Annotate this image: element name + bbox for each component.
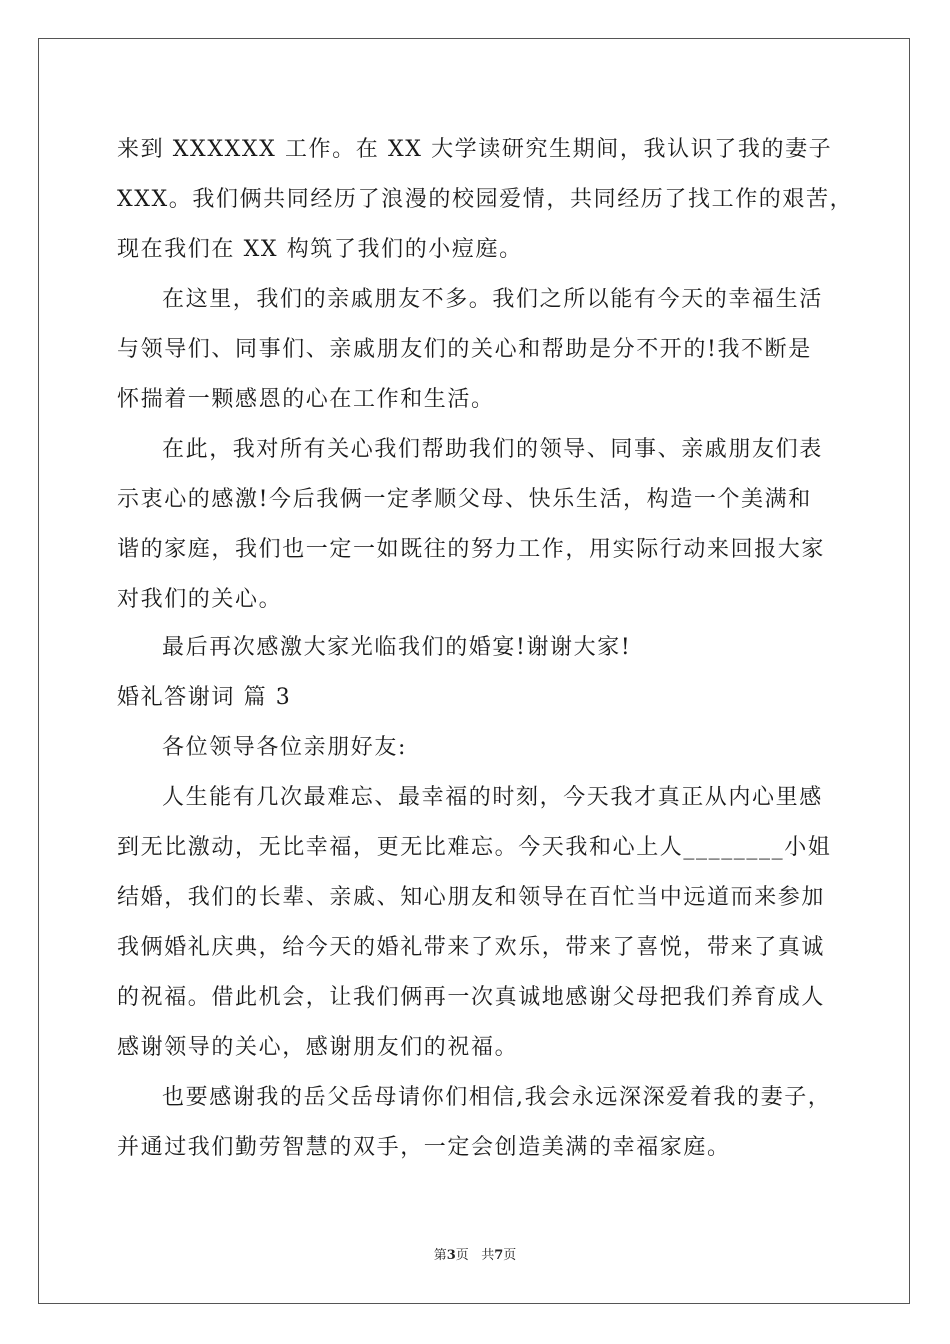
body-line: 到无比激动，无比幸福，更无比难忘。今天我和心上人________小姐 bbox=[117, 835, 832, 860]
paragraph-start: 在此，我对所有关心我们帮助我们的领导、同事、亲戚朋友们表 bbox=[162, 437, 823, 462]
page-footer bbox=[0, 1247, 950, 1265]
salutation: 各位领导各位亲朋好友: bbox=[162, 735, 408, 760]
body-line: XXX。我们俩共同经历了浪漫的校园爱情，共同经历了找工作的艰苦， bbox=[117, 187, 854, 212]
body-line: 怀揣着一颗感恩的心在工作和生活。 bbox=[117, 387, 495, 412]
page-prefix: 第 bbox=[433, 1248, 447, 1263]
section-heading: 婚礼答谢词 篇 3 bbox=[117, 685, 292, 710]
page-number: 3 bbox=[446, 1248, 456, 1263]
body-line: 对我们的关心。 bbox=[117, 587, 283, 612]
body-line: 我俩婚礼庆典，给今天的婚礼带来了欢乐，带来了喜悦，带来了真诚 bbox=[117, 935, 826, 960]
paragraph-start: 人生能有几次最难忘、最幸福的时刻，今天我才真正从内心里感 bbox=[162, 785, 823, 810]
paragraph-start: 在这里，我们的亲戚朋友不多。我们之所以能有今天的幸福生活 bbox=[162, 287, 823, 312]
body-line: 示衷心的感激!今后我俩一定孝顺父母、快乐生活，构造一个美满和 bbox=[117, 487, 812, 512]
body-line: 来到 XXXXXX 工作。在 XX 大学读研究生期间，我认识了我的妻子 bbox=[117, 137, 833, 162]
body-line: 的祝福。借此机会，让我们俩再一次真诚地感谢父母把我们养育成人 bbox=[117, 985, 826, 1010]
page-border bbox=[38, 38, 910, 1304]
body-line: 谐的家庭，我们也一定一如既往的努力工作，用实际行动来回报大家 bbox=[117, 537, 826, 562]
paragraph-start: 最后再次感激大家光临我们的婚宴!谢谢大家! bbox=[162, 635, 632, 660]
page-unit: 页 bbox=[455, 1248, 469, 1263]
body-line: 结婚，我们的长辈、亲戚、知心朋友和领导在百忙当中远道而来参加 bbox=[117, 885, 826, 910]
body-line: 并通过我们勤劳智慧的双手，一定会创造美满的幸福家庭。 bbox=[117, 1135, 731, 1160]
paragraph-start: 也要感谢我的岳父岳母请你们相信,我会永远深深爱着我的妻子， bbox=[162, 1085, 832, 1110]
total-unit: 页 bbox=[503, 1248, 517, 1263]
body-line: 与领导们、同事们、亲戚朋友们的关心和帮助是分不开的!我不断是 bbox=[117, 337, 812, 362]
body-line: 现在我们在 XX 构筑了我们的小痘庭。 bbox=[117, 237, 523, 262]
total-pages: 7 bbox=[494, 1248, 504, 1263]
total-prefix: 共 bbox=[481, 1248, 495, 1263]
body-line: 感谢领导的关心，感谢朋友们的祝福。 bbox=[117, 1035, 519, 1060]
